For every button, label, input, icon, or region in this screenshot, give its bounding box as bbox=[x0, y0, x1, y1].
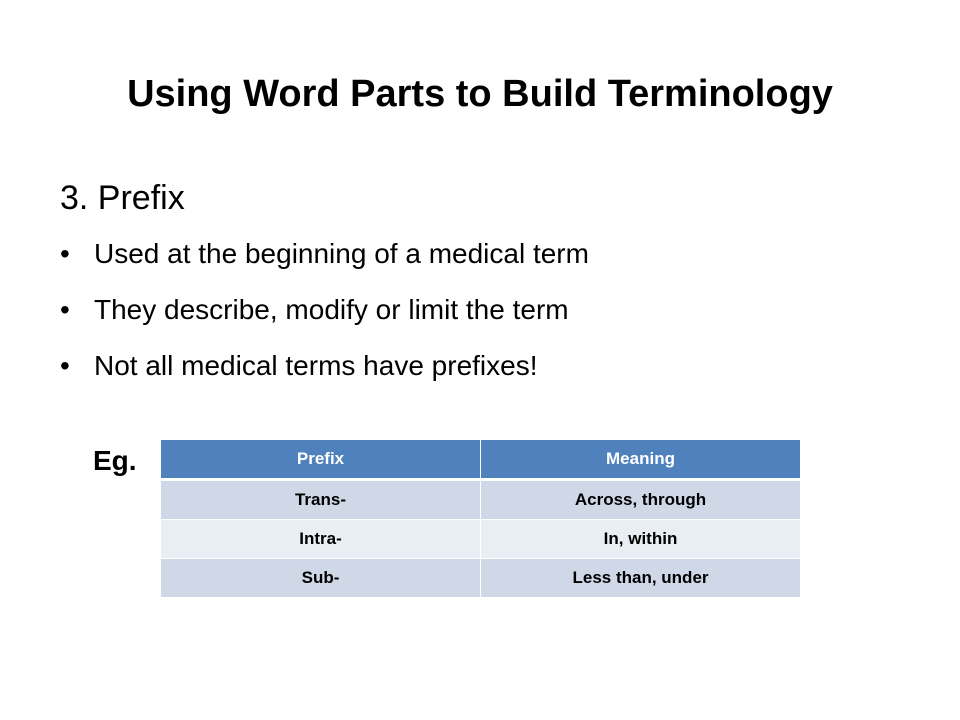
cell-prefix: Trans- bbox=[161, 480, 481, 520]
cell-meaning: Across, through bbox=[481, 480, 801, 520]
cell-meaning: In, within bbox=[481, 520, 801, 559]
slide-title: Using Word Parts to Build Terminology bbox=[127, 73, 833, 115]
section-heading: 3. Prefix bbox=[60, 179, 185, 217]
table-row bbox=[161, 520, 801, 559]
example-label: Eg. bbox=[93, 445, 137, 476]
column-header-prefix: Prefix bbox=[161, 440, 481, 480]
table-row bbox=[161, 559, 801, 598]
cell-prefix: Intra- bbox=[161, 520, 481, 559]
prefix-table bbox=[160, 440, 801, 597]
column-header-meaning: Meaning bbox=[481, 440, 801, 480]
bullet-item bbox=[60, 236, 920, 272]
bullet-text: Used at the beginning of a medical term bbox=[94, 238, 589, 269]
bullet-item bbox=[60, 348, 920, 384]
table-header-row bbox=[161, 440, 801, 480]
cell-prefix: Sub- bbox=[161, 559, 481, 598]
table-row bbox=[161, 480, 801, 520]
bullet-icon: • bbox=[60, 238, 70, 269]
bullet-list bbox=[60, 236, 920, 404]
bullet-icon: • bbox=[60, 294, 70, 325]
bullet-icon: • bbox=[60, 350, 70, 381]
bullet-text: They describe, modify or limit the term bbox=[94, 294, 569, 325]
cell-meaning: Less than, under bbox=[481, 559, 801, 598]
bullet-item bbox=[60, 292, 920, 328]
bullet-text: Not all medical terms have prefixes! bbox=[94, 350, 538, 381]
